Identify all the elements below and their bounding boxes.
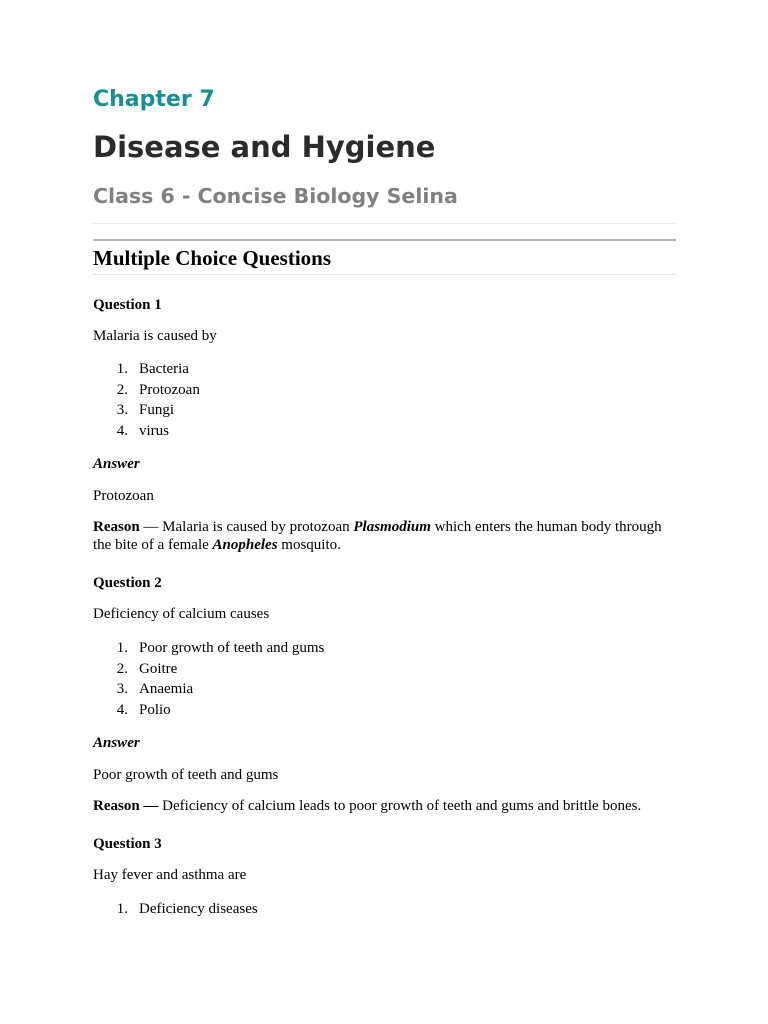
option-number: 1. bbox=[116, 901, 128, 917]
option-text: Polio bbox=[139, 701, 171, 718]
answer-label: Answer bbox=[93, 735, 140, 751]
option-text: virus bbox=[139, 422, 169, 439]
question-heading: Question 1 bbox=[93, 297, 162, 313]
question-heading: Question 3 bbox=[93, 836, 162, 852]
option-text: Bacteria bbox=[139, 361, 189, 377]
option-number: 2. bbox=[116, 381, 128, 398]
answer-label: Answer bbox=[93, 456, 140, 472]
reason-part: mosquito. bbox=[277, 536, 341, 553]
option-text: Anaemia bbox=[139, 681, 194, 697]
reason-label: Reason — bbox=[93, 798, 159, 814]
question-prompt: Deficiency of calcium causes bbox=[93, 606, 270, 622]
page-title: Disease and Hygiene bbox=[93, 130, 436, 164]
option-number: 3. bbox=[116, 681, 128, 697]
option-number: 3. bbox=[116, 402, 128, 418]
option-number: 2. bbox=[116, 660, 128, 677]
page-subtitle: Class 6 - Concise Biology Selina bbox=[93, 184, 458, 208]
reason-part: Deficiency of calcium leads to poor growth of teeth and gums and brittle bones. bbox=[158, 798, 642, 814]
option-number: 4. bbox=[116, 701, 128, 718]
option-text: Deficiency diseases bbox=[139, 901, 258, 917]
question-prompt: Malaria is caused by bbox=[93, 328, 217, 344]
option-number: 1. bbox=[116, 640, 128, 656]
option-text: Fungi bbox=[139, 402, 175, 418]
reason-text bbox=[93, 519, 676, 554]
option-text: Goitre bbox=[139, 660, 178, 677]
answer-text: Poor growth of teeth and gums bbox=[93, 767, 279, 783]
reason-label: Reason bbox=[93, 519, 140, 535]
header-divider bbox=[93, 223, 676, 224]
chapter-label: Chapter 7 bbox=[93, 87, 215, 112]
section-top-rule bbox=[93, 239, 676, 241]
section-bottom-rule bbox=[93, 274, 676, 275]
option-number: 4. bbox=[116, 422, 128, 439]
scientific-term: Anopheles bbox=[212, 536, 278, 553]
reason-part: which enters the human body through the bite of a female bbox=[93, 519, 662, 553]
reason-text bbox=[93, 798, 676, 816]
option-text: Protozoan bbox=[139, 381, 200, 398]
reason-dash: — bbox=[139, 519, 163, 535]
question-heading: Question 2 bbox=[93, 575, 162, 591]
scientific-term: Plasmodium bbox=[353, 519, 431, 535]
option-number: 1. bbox=[116, 361, 128, 377]
option-text: Poor growth of teeth and gums bbox=[139, 640, 325, 656]
reason-part: Malaria is caused by protozoan bbox=[162, 519, 354, 535]
answer-text: Protozoan bbox=[93, 488, 154, 504]
section-title: Multiple Choice Questions bbox=[93, 246, 332, 270]
question-prompt: Hay fever and asthma are bbox=[93, 867, 247, 883]
